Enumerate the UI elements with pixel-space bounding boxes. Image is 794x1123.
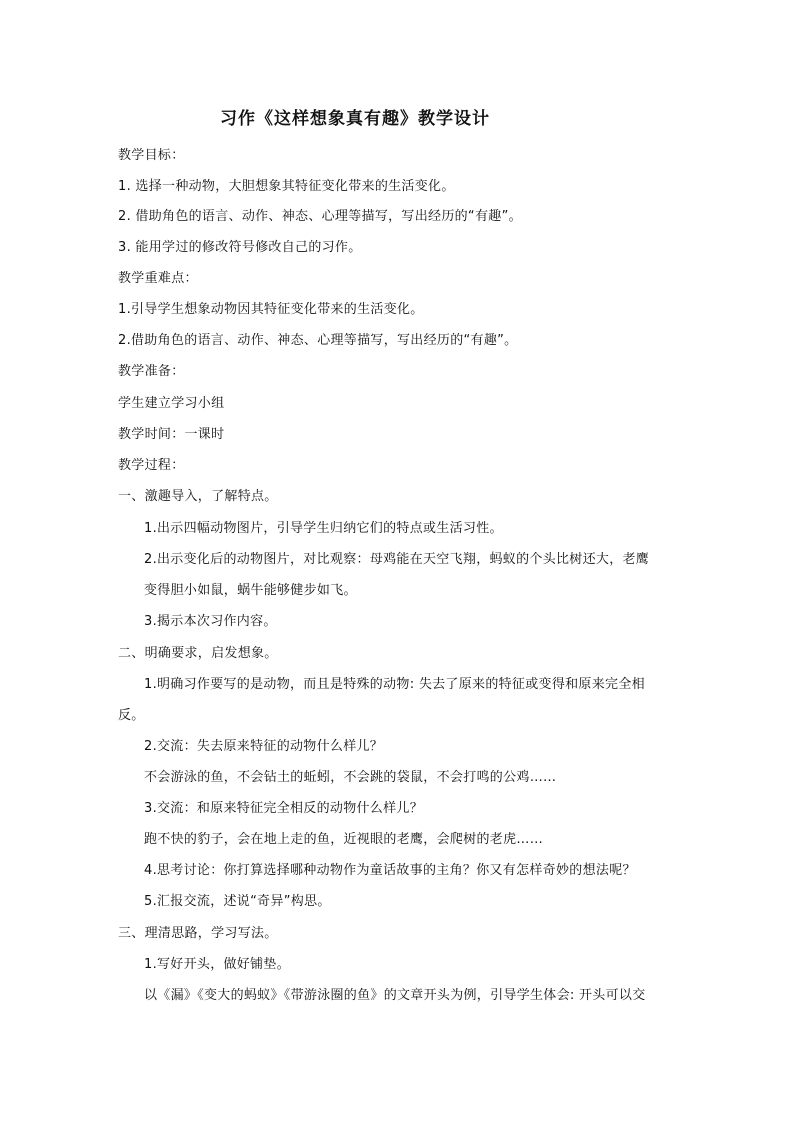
- time-text: 教学时间：一课时: [118, 427, 225, 442]
- section3-item-1: 1.写好开头，做好铺垫。: [144, 957, 291, 972]
- goal-item-3: 3. 能用学过的修改符号修改自己的习作。: [118, 240, 362, 255]
- section2-item-2: 2.交流：失去原来特征的动物什么样儿？: [144, 739, 384, 754]
- key-point-1: 1.引导学生想象动物因其特征变化带来的生活变化。: [118, 302, 424, 317]
- section2-item-3-detail: 跑不快的豹子，会在地上走的鱼，近视眼的老鹰，会爬树的老虎……: [144, 832, 544, 847]
- section1-item-2-cont: 变得胆小如鼠，蜗牛能够健步如飞。: [144, 583, 357, 598]
- document-title: 习作《这样想象真有趣》教学设计: [220, 109, 490, 129]
- section1-item-2: 2.出示变化后的动物图片，对比观察：母鸡能在天空飞翔，蚂蚁的个头比树还大，老鹰: [144, 552, 650, 567]
- goal-item-2: 2. 借助角色的语言、动作、神态、心理等描写，写出经历的“有趣”。: [118, 209, 522, 224]
- section3-heading: 三、理清思路，学习写法。: [118, 926, 278, 941]
- section1-item-3: 3.揭示本次习作内容。: [144, 614, 277, 629]
- section1-heading: 一、激趣导入，了解特点。: [118, 489, 278, 504]
- key-point-2: 2.借助角色的语言、动作、神态、心理等描写，写出经历的“有趣”。: [118, 333, 518, 348]
- section2-item-1: 1.明确习作要写的是动物，而且是特殊的动物: 失去了原来的特征或变得和原来完全相: [144, 677, 645, 692]
- process-heading: 教学过程：: [118, 458, 185, 473]
- prep-heading: 教学准备：: [118, 364, 185, 379]
- section2-item-5: 5.汇报交流，述说“奇异”构思。: [144, 894, 331, 909]
- prep-text: 学生建立学习小组: [118, 396, 225, 411]
- section2-item-4: 4.思考讨论：你打算选择哪种动物作为童话故事的主角？你又有怎样奇妙的想法呢？: [144, 863, 636, 878]
- goals-heading: 教学目标：: [118, 148, 185, 163]
- section2-item-1-cont: 反。: [118, 708, 145, 723]
- section2-item-3: 3.交流：和原来特征完全相反的动物什么样儿？: [144, 801, 424, 816]
- key-points-heading: 教学重难点：: [118, 271, 198, 286]
- goal-item-1: 1. 选择一种动物，大胆想象其特征变化带来的生活变化。: [118, 179, 455, 194]
- section2-heading: 二、明确要求，启发想象。: [118, 646, 278, 661]
- section1-item-1: 1.出示四幅动物图片，引导学生归纳它们的特点或生活习性。: [144, 521, 503, 536]
- section2-item-2-detail: 不会游泳的鱼，不会钻土的蚯蚓，不会跳的袋鼠，不会打鸣的公鸡……: [144, 770, 557, 785]
- section3-item-1-detail: 以《漏》《变大的蚂蚁》《带游泳圈的鱼》的文章开头为例，引导学生体会: 开头可以交: [144, 988, 646, 1003]
